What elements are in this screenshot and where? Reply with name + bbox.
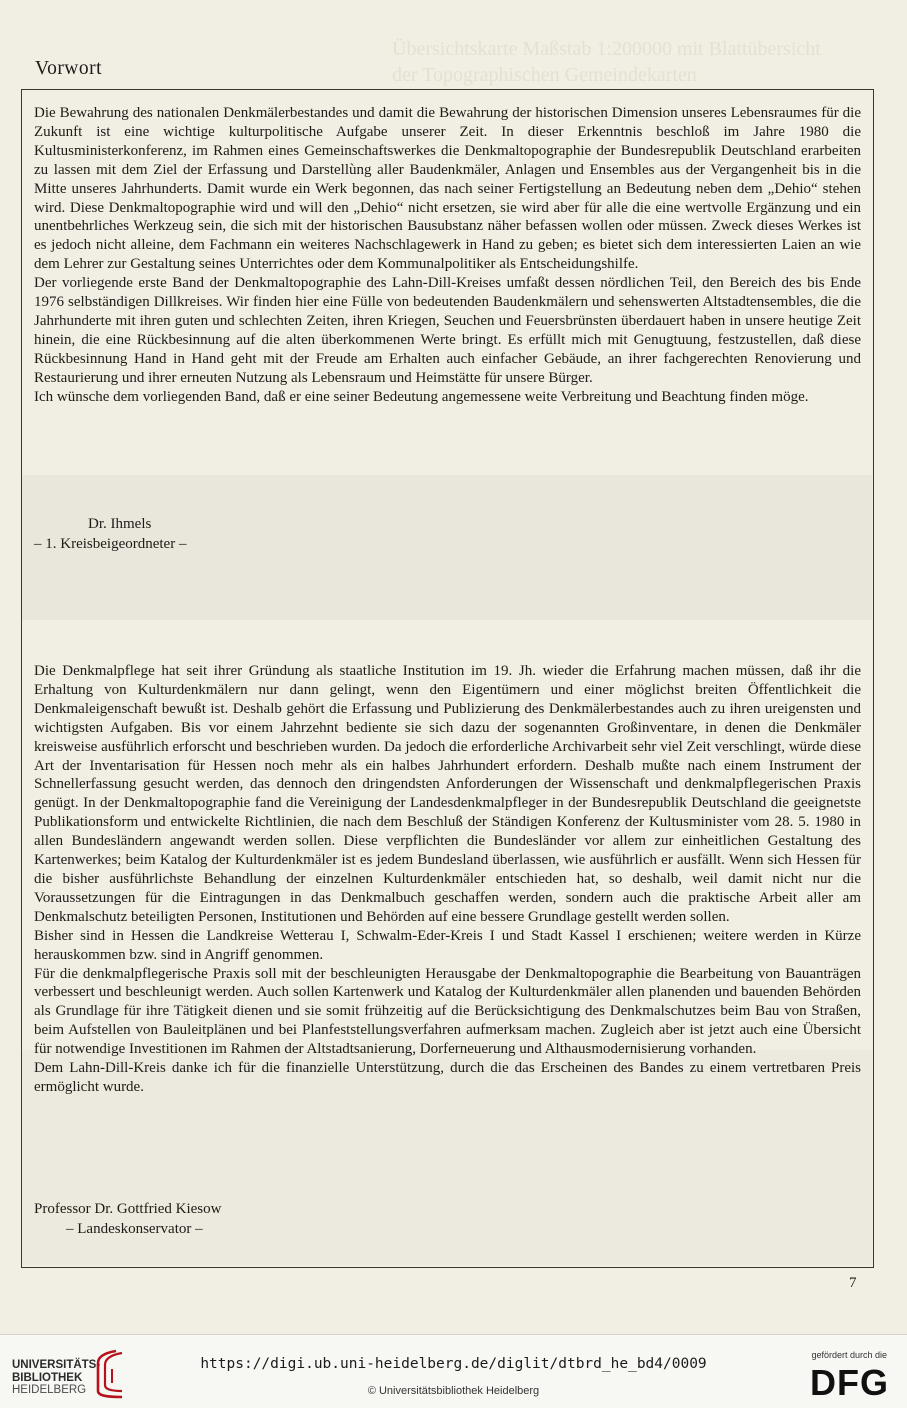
- foreword-1-paragraph-3: Ich wünsche dem vorliegenden Band, daß er eine seiner Bedeutung angemessene weite Verbreitung und Beachtung finden möge.: [34, 388, 809, 405]
- signature-title-1: – 1. Kreisbeigeordneter –: [34, 536, 187, 552]
- page-number: 7: [849, 1275, 857, 1291]
- dfg-logo: DFG: [810, 1362, 889, 1403]
- library-name-line-2: BIBLIOTHEK: [12, 1371, 83, 1384]
- show-through-line-2: der Topographischen Gemeindekarten: [392, 64, 697, 86]
- signature-name-2: Professor Dr. Gottfried Kiesow: [34, 1201, 222, 1217]
- copyright-notice: © Universitätsbibliothek Heidelberg: [367, 1385, 540, 1397]
- foreword-1: [34, 104, 861, 407]
- foreword-2-paragraph-3: Für die denkmalpflegerische Praxis soll mit der beschleunigten Herausgabe der Denkmaltopographie die Bearbeitung von Bauanträgen verbessert und beschleunigt werden. Auch sollen Kartenwerk und Katalog der Kulturdenkmäler allen planenden und bauenden Behörden als Grundlage für ihre Tätigkeit dienen und sie somit frühzeitig auf die Berücksichtigung des Denkmalschutzes beim Bau von Straßen, beim Aufstellen von Bauleitplänen und bei Planfeststellungsverfahren aufmerksam machen. Zugleich aber ist jetzt auch eine Übersicht für notwendige Investitionen im Rahmen der Altstadtsanierung, Dorferneuerung und Althausmodernisierung vorhanden.: [34, 965, 861, 1058]
- show-through-line-1: Übersichtskarte Maßstab 1:200000 mit Blattübersicht: [392, 38, 821, 60]
- library-name-line-1: UNIVERSITÄTS-: [12, 1359, 101, 1371]
- foreword-1-paragraph-2: Der vorliegende erste Band der Denkmaltopographie des Lahn-Dill-Kreises umfaßt dessen nördlichen Teil, den Bereich des bis Ende 1976 selbständigen Dillkreises. Wir finden hier eine Fülle von bedeutenden Baudenkmälern und sehenswerten Altstadtensembles, die die Jahrhunderte mit ihren guten und schlechten Zeiten, ihren Kriegen, Seuchen und Feuersbrünsten überdauert haben in unsere heutige Zeit hinein, die eine Rückbesinnung auf die alten überkommenen Werte bringt. Es erfüllt mich mit Genugtuung, festzustellen, daß diese Rückbesinnung Hand in Hand geht mit der Freude am Erhalten auch einfacher Gebäude, an ihrer fachgerechten Renovierung und Restaurierung und ihrer erneuten Nutzung als Lebensraum und Heimstätte für unsere Bürger.: [34, 275, 861, 386]
- foreword-2-paragraph-1: Die Denkmalpflege hat seit ihrer Gründung als staatliche Institution im 19. Jh. wieder die Erfahrung machen müssen, daß ihr die Erhaltung von Kulturdenkmälern nur dann gelingt, wenn den Eigentümern und einer möglichst breiten Öffentlichkeit die Denkmaleigenschaft bewußt ist. Deshalb gehört die Erfassung und Publizierung des Denkmälerbestandes auch zu ihren ureigensten und wichtigsten Aufgaben. Bis vor einem Jahrzehnt bediente sie sich dazu der sogenannten Großinventare, in denen die Denkmäler kreisweise ausführlich erforscht und beschrieben wurden. Da jedoch die erforderliche Archivarbeit sehr viel Zeit verschlingt, würde diese Art der Inventarisation für Hessen noch mehr als ein halbes Jahrhundert erfordern. Deshalb mußte nach einem Instrument der Schnellerfassung gesucht werden, das dennoch den dringendsten Anforderungen der Wissenschaft und denkmalpflegerischen Praxis genügt. In der Denkmaltopographie fand die Vereinigung der Landesdenkmalpfleger in der Bundesrepublik Deutschland die geeignetste Publikationsform und entwickelte Richtlinien, die nach dem Beschluß der Ständigen Konferenz der Kultusminister vom 28. 5. 1980 in allen Bundesländern angewandt werden sollen. Diese verpflichten die Bundesländer vor allem zur einheitlichen Gestaltung des Kartenwerkes; beim Katalog der Kulturdenkmäler ist es jedem Bundesland überlassen, wie ausführlich er ausfällt. Wenn sich Hessen für die bisher ausführlichste Behandlung der einzelnen Kulturdenkmäler entschieden hat, so deshalb, weil damit nicht nur die Voraussetzungen für die Eintragungen in das Denkmalbuch geschaffen werden, sondern auch die praktische Arbeit aller am Denkmalschutz beteiligten Personen, Institutionen und Behörden auf eine bessere Grundlage gestellt werden sollen.: [34, 663, 861, 925]
- library-name-line-3: HEIDELBERG: [12, 1384, 87, 1396]
- page-url-link[interactable]: https://digi.ub.uni-heidelberg.de/diglit/dtbrd_he_bd4/0009: [200, 1356, 707, 1372]
- signature-name-1: Dr. Ihmels: [88, 516, 152, 532]
- signature-title-2: – Landeskonservator –: [66, 1221, 203, 1237]
- foreword-2: [34, 662, 861, 1097]
- page-title: Vorwort: [35, 58, 103, 79]
- foreword-1-paragraph-1: Die Bewahrung des nationalen Denkmälerbestandes und damit die Bewahrung der historischen Dimension unseres Lebensraumes für die Zukunft ist eine wichtige kulturpolitische Aufgabe unserer Zeit. In dieser Erkenntnis beschloß im Jahre 1980 die Kultusministerkonferenz, im Rahmen eines Gemeinschaftswerkes die Denkmaltopographie der Bundesrepublik Deutschland erarbeiten zu lassen mit dem Ziel der Erfassung und Darstellùng aller Baudenkmäler, Anlagen und Ensembles aus der Vergangenheit bis in die Mitte unseres Jahrhunderts. Damit wurde ein Werk begonnen, das nach seiner Fertigstellung an Bedeutung neben dem „Dehio“ stehen wird. Diese Denkmaltopographie wird und will den „Dehio“ nicht ersetzen, sie wird aber für alle die eine wertvolle Ergänzung und ein unentbehrliches Werkzeug sein, die sich mit der historischen Bausubstanz näher befassen wollen oder müssen. Zweck dieses Werkes ist es jedoch nicht alleine, dem Fachmann ein weiteres Nachschlagewerk in Hand zu geben; es bietet sich dem interessierten Laien an wie dem Lehrer zur Gestaltung seines Unterrichtes oder dem Kommunalpolitiker als Entscheidungshilfe.: [34, 105, 861, 273]
- digitization-footer: [0, 1334, 907, 1408]
- foreword-2-paragraph-2: Bisher sind in Hessen die Landkreise Wetterau I, Schwalm-Eder-Kreis I und Stadt Kassel I erschienen; weitere werden in Kürze herauskommen bzw. sind in Angriff genommen.: [34, 927, 861, 963]
- sponsor-note: gefördert durch die: [811, 1350, 887, 1360]
- foreword-2-paragraph-4: Dem Lahn-Dill-Kreis danke ich für die finanzielle Unterstützung, durch die das Erscheinen des Bandes zu einem vertretbaren Preis ermöglicht wurde.: [34, 1060, 861, 1095]
- show-through-text: [392, 36, 862, 88]
